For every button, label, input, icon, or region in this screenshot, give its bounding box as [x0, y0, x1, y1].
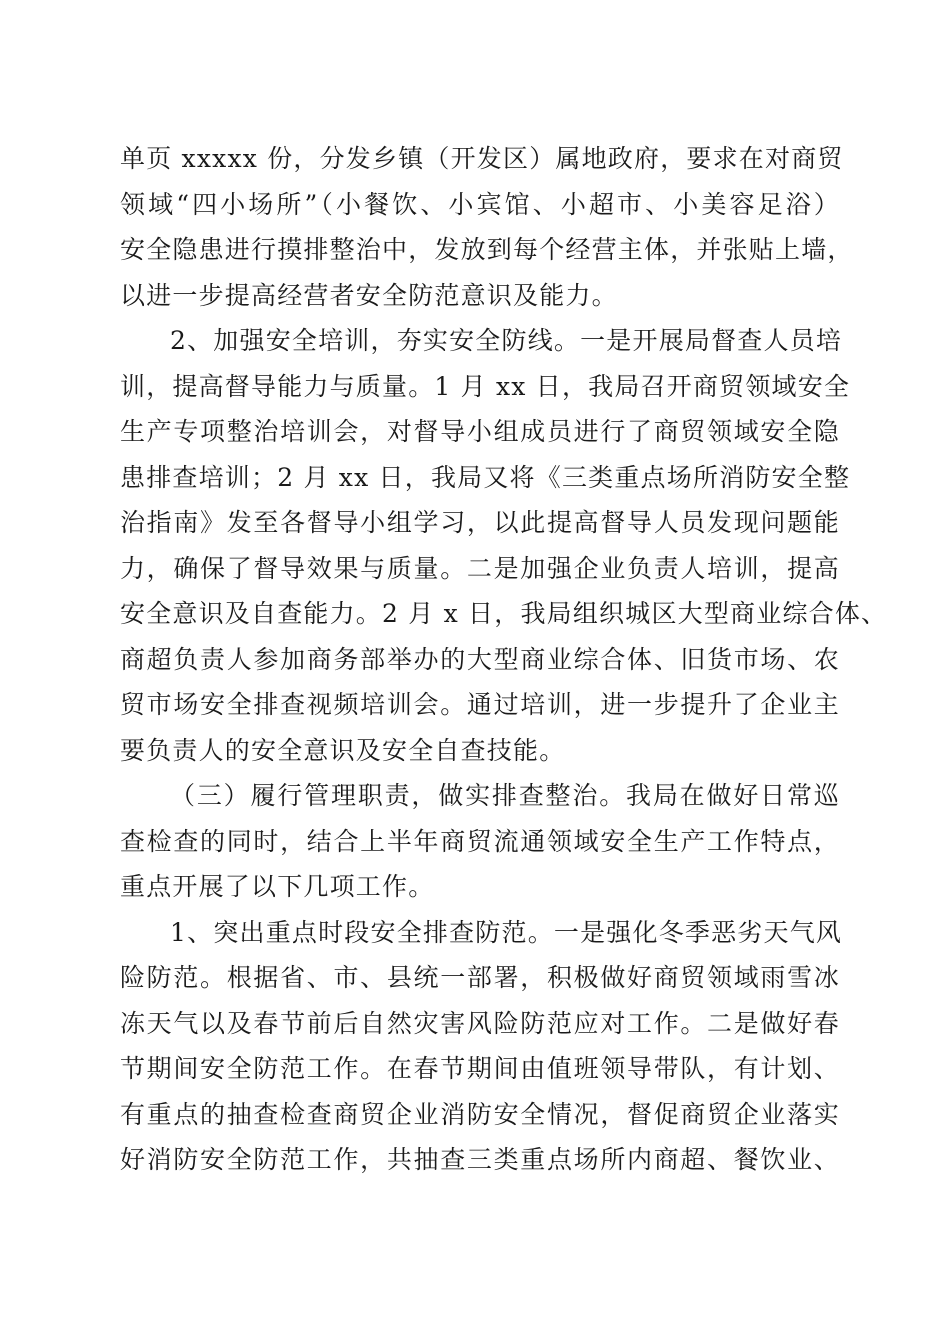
text-line: 安全意识及自查能力。2 月 x 日，我局组织城区大型商业综合体、	[120, 599, 888, 628]
text-line: 单页 xxxxx 份，分发乡镇（开发区）属地政府，要求在对商贸	[120, 144, 844, 173]
paragraph-key-period-inspection	[120, 910, 843, 1183]
text-line: 治指南》发至各督导小组学习，以此提高督导人员发现问题能	[120, 508, 840, 537]
text-line: 患排查培训；2 月 xx 日，我局又将《三类重点场所消防安全整	[120, 462, 851, 492]
text-line: 商超负责人参加商务部举办的大型商业综合体、旧货市场、农	[120, 644, 840, 674]
text-line: 安全隐患进行摸排整治中，发放到每个经营主体，并张贴上墙，	[120, 235, 854, 264]
paragraph-leaflet-distribution	[120, 136, 854, 318]
text-line: 有重点的抽查检查商贸企业消防安全情况，督促商贸企业落实	[120, 1099, 840, 1129]
text-line: 冻天气以及春节前后自然灾害风险防范应对工作。二是做好春	[120, 1008, 840, 1038]
paragraph-section-three-heading	[120, 773, 840, 910]
text-line: 领域“四小场所”（小餐饮、小宾馆、小超市、小美容足浴）	[120, 189, 840, 219]
text-line: 好消防安全防范工作，共抽查三类重点场所内商超、餐饮业、	[120, 1145, 840, 1174]
text-line: 2、加强安全培训，夯实安全防线。一是开展局督查人员培	[170, 326, 843, 355]
text-line: 生产专项整治培训会，对督导小组成员进行了商贸领域安全隐	[120, 417, 840, 446]
text-line: 重点开展了以下几项工作。	[120, 872, 435, 901]
text-line: 查检查的同时，结合上半年商贸流通领域安全生产工作特点，	[120, 826, 840, 856]
text-line: 贸市场安全排查视频培训会。通过培训，进一步提升了企业主	[120, 690, 840, 719]
text-line: 1、突出重点时段安全排查防范。一是强化冬季恶劣天气风	[170, 917, 843, 947]
text-line: 险防范。根据省、市、县统一部署，积极做好商贸领域雨雪冰	[120, 963, 840, 992]
paragraph-safety-training	[120, 318, 888, 773]
text-line: 力，确保了督导效果与质量。二是加强企业负责人培训，提高	[120, 553, 840, 583]
text-line: 以进一步提高经营者安全防范意识及能力。	[120, 280, 618, 310]
document-body	[120, 136, 888, 1183]
text-line: 节期间安全防范工作。在春节期间由值班领导带队，有计划、	[120, 1054, 840, 1083]
text-line: 要负责人的安全意识及安全自查技能。	[120, 735, 566, 765]
text-line: 训，提高督导能力与质量。1 月 xx 日，我局召开商贸领域安全	[120, 371, 851, 401]
text-line: （三）履行管理职责，做实排查整治。我局在做好日常巡	[170, 781, 840, 810]
